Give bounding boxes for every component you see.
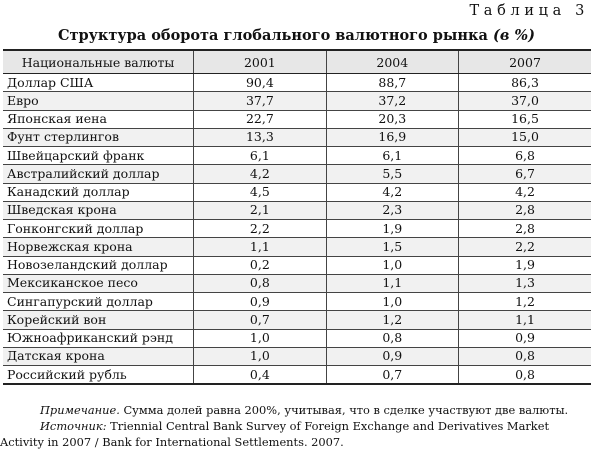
value-2001-cell: 6,1 (194, 147, 326, 165)
value-2004-cell: 2,3 (326, 201, 458, 219)
table-row (3, 347, 591, 365)
table-title (0, 27, 593, 44)
value-2001-cell: 0,7 (194, 311, 326, 329)
column-header-2007: 2007 (459, 50, 591, 74)
source-text-line2: Activity in 2007 / Bank for International Settlements. 2007. (0, 435, 344, 449)
note-label: Примечание. (40, 403, 120, 417)
value-2001-cell: 4,5 (194, 183, 326, 201)
value-2007-cell: 1,3 (459, 274, 591, 292)
value-2004-cell: 20,3 (326, 110, 458, 128)
currency-name-cell: Сингапурский доллар (3, 293, 194, 311)
table-row (3, 110, 591, 128)
table-row (3, 274, 591, 292)
value-2007-cell: 1,9 (459, 256, 591, 274)
table-row (3, 183, 591, 201)
table-row (3, 92, 591, 110)
value-2007-cell: 2,2 (459, 238, 591, 256)
currency-name-cell: Евро (3, 92, 194, 110)
value-2004-cell: 1,0 (326, 256, 458, 274)
table-row (3, 256, 591, 274)
currency-name-cell: Датская крона (3, 347, 194, 365)
value-2004-cell: 0,9 (326, 347, 458, 365)
currency-name-cell: Фунт стерлингов (3, 128, 194, 146)
value-2001-cell: 4,2 (194, 165, 326, 183)
table-row (3, 293, 591, 311)
table-row (3, 311, 591, 329)
note-text: Сумма долей равна 200%, учитывая, что в сделке участвуют две валюты. (123, 403, 569, 417)
table-header-row (3, 50, 591, 74)
value-2007-cell: 6,7 (459, 165, 591, 183)
value-2001-cell: 2,2 (194, 220, 326, 238)
value-2001-cell: 1,0 (194, 347, 326, 365)
table-row (3, 329, 591, 347)
value-2004-cell: 1,2 (326, 311, 458, 329)
currency-name-cell: Мексиканское песо (3, 274, 194, 292)
value-2007-cell: 0,9 (459, 329, 591, 347)
currency-name-cell: Российский рубль (3, 366, 194, 385)
value-2007-cell: 2,8 (459, 220, 591, 238)
value-2001-cell: 0,9 (194, 293, 326, 311)
value-2007-cell: 1,2 (459, 293, 591, 311)
value-2001-cell: 0,4 (194, 366, 326, 385)
value-2001-cell: 37,7 (194, 92, 326, 110)
source-line (0, 418, 593, 434)
table-number: Таблица 3 (469, 3, 589, 19)
value-2004-cell: 0,7 (326, 366, 458, 385)
value-2004-cell: 37,2 (326, 92, 458, 110)
currency-turnover-table (3, 49, 591, 385)
table-row (3, 238, 591, 256)
currency-name-cell: Корейский вон (3, 311, 194, 329)
footnotes (0, 402, 593, 450)
source-label: Источник: (40, 419, 107, 433)
value-2004-cell: 6,1 (326, 147, 458, 165)
currency-name-cell: Канадский доллар (3, 183, 194, 201)
value-2007-cell: 15,0 (459, 128, 591, 146)
value-2001-cell: 1,0 (194, 329, 326, 347)
value-2004-cell: 1,5 (326, 238, 458, 256)
value-2007-cell: 37,0 (459, 92, 591, 110)
table-row (3, 74, 591, 92)
title-main: Структура оборота глобального валютного рынка (57, 27, 488, 44)
column-header-currency: Национальные валюты (3, 50, 194, 74)
currency-name-cell: Швейцарский франк (3, 147, 194, 165)
value-2001-cell: 1,1 (194, 238, 326, 256)
currency-name-cell: Шведская крона (3, 201, 194, 219)
value-2007-cell: 2,8 (459, 201, 591, 219)
value-2007-cell: 0,8 (459, 347, 591, 365)
column-header-2001: 2001 (194, 50, 326, 74)
table-row (3, 128, 591, 146)
value-2004-cell: 16,9 (326, 128, 458, 146)
currency-name-cell: Гонконгский доллар (3, 220, 194, 238)
table-row (3, 366, 591, 385)
table-row (3, 165, 591, 183)
currency-name-cell: Доллар США (3, 74, 194, 92)
value-2007-cell: 1,1 (459, 311, 591, 329)
note-line (0, 402, 593, 418)
value-2001-cell: 13,3 (194, 128, 326, 146)
currency-name-cell: Новозеландский доллар (3, 256, 194, 274)
value-2001-cell: 90,4 (194, 74, 326, 92)
value-2004-cell: 4,2 (326, 183, 458, 201)
value-2007-cell: 6,8 (459, 147, 591, 165)
value-2007-cell: 0,8 (459, 366, 591, 385)
value-2004-cell: 1,0 (326, 293, 458, 311)
value-2001-cell: 0,8 (194, 274, 326, 292)
value-2007-cell: 16,5 (459, 110, 591, 128)
table-row (3, 147, 591, 165)
currency-name-cell: Японская иена (3, 110, 194, 128)
currency-name-cell: Южноафриканский рэнд (3, 329, 194, 347)
value-2004-cell: 88,7 (326, 74, 458, 92)
column-header-2004: 2004 (326, 50, 458, 74)
value-2001-cell: 22,7 (194, 110, 326, 128)
currency-name-cell: Австралийский доллар (3, 165, 194, 183)
value-2001-cell: 0,2 (194, 256, 326, 274)
table-body (3, 74, 591, 385)
table-row (3, 201, 591, 219)
source-text-line1: Triennial Central Bank Survey of Foreign Exchange and Derivatives Market (110, 419, 550, 433)
table-row (3, 220, 591, 238)
value-2001-cell: 2,1 (194, 201, 326, 219)
value-2007-cell: 4,2 (459, 183, 591, 201)
value-2004-cell: 0,8 (326, 329, 458, 347)
value-2004-cell: 1,9 (326, 220, 458, 238)
value-2007-cell: 86,3 (459, 74, 591, 92)
value-2004-cell: 5,5 (326, 165, 458, 183)
title-unit: (в %) (492, 27, 536, 44)
currency-name-cell: Норвежская крона (3, 238, 194, 256)
value-2004-cell: 1,1 (326, 274, 458, 292)
